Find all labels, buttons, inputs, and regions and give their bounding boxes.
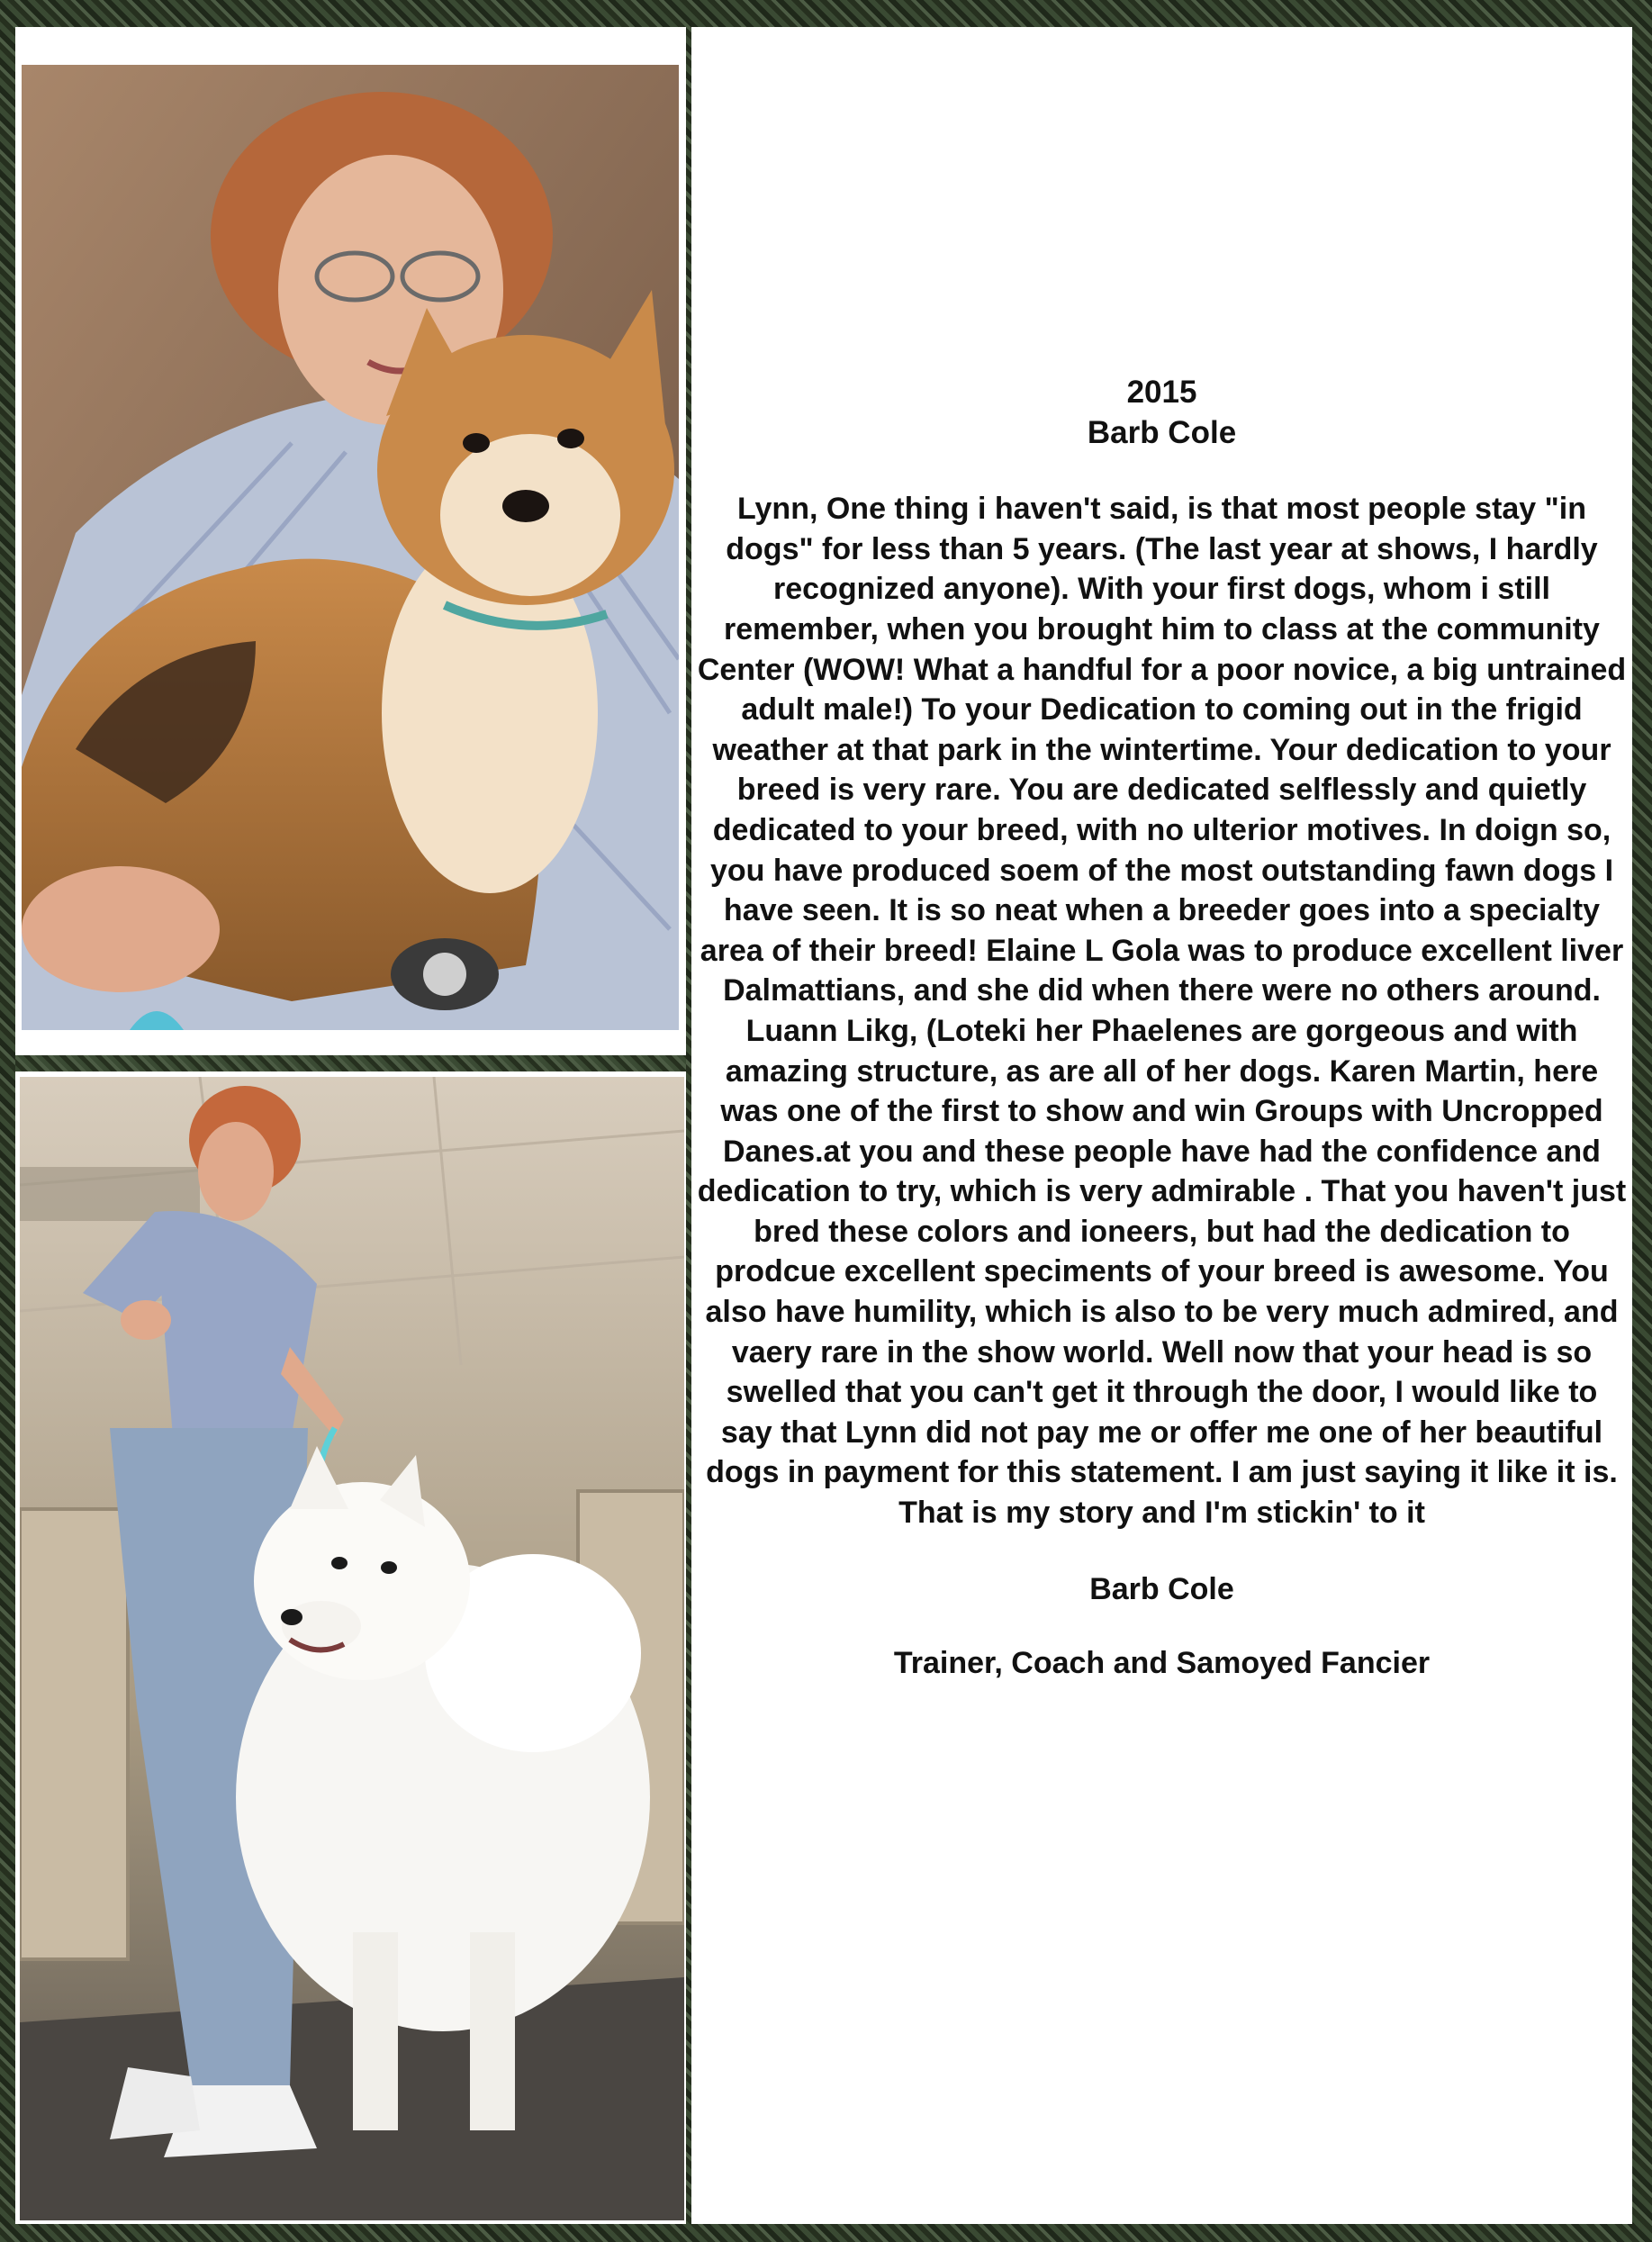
photo-woman-with-shiba	[22, 65, 679, 1030]
signature-name: Barb Cole	[1089, 1571, 1234, 1606]
spacer	[697, 1609, 1627, 1643]
testimonial-panel	[691, 27, 1632, 2224]
testimonial-body: Lynn, One thing i haven't said, is that most people stay "in dogs" for less than 5 years. (The last year at shows, I hardly recognized anyone). With your first dogs, whom i still remember, when you brought him to class at the community Center (WOW! What a handful for a poor novice, a big untrained adult male!) To your Dedication to coming out in the frigid weather at that park in the wintertime. Your dedication to your breed is very rare. You are dedicated selflessly and quietly dedicated to your breed, with no ulterior motives. In doign so, you have produced soem of the most outstanding fawn dogs I have seen. It is so neat when a breeder goes into a specialty area of their breed! Elaine L Gola was to produce excellent liver Dalmattians, and she did when there were no others around. Luann Likg, (Loteki her Phaelenes are gorgeous and with amazing structure, as are all of her dogs. Karen Martin, here was one of the first to show and win Groups with Uncropped Danes.at you and these people have had the confidence and dedication to try, which is very admirable . That you haven't just bred these colors and ioneers, but had the dedication to prodcue excellent speciments of your breed is awesome. You also have humility, which is also to be very much admired, and vaery rare in the show world. Well now that your head is so swelled that you can't get it through the door, I would like to say that Lynn did not pay me or offer me one of her beautiful dogs in payment for this statement. I am just saying it like it is. That is my story and I'm stickin' to it	[697, 492, 1627, 1531]
testimonial-year: 2015	[1126, 375, 1197, 410]
testimonial-text	[691, 373, 1632, 1684]
photo-woman-with-shiba-image	[22, 65, 679, 1030]
photo-woman-with-samoyed	[20, 1077, 684, 2220]
spacer	[697, 453, 1627, 489]
photo-divider	[15, 1055, 686, 1071]
signature-title: Trainer, Coach and Samoyed Fancier	[893, 1646, 1431, 1681]
photo-woman-with-samoyed-image	[20, 1077, 684, 2220]
testimonial-author-heading: Barb Cole	[1087, 414, 1237, 450]
spacer	[697, 1533, 1627, 1569]
